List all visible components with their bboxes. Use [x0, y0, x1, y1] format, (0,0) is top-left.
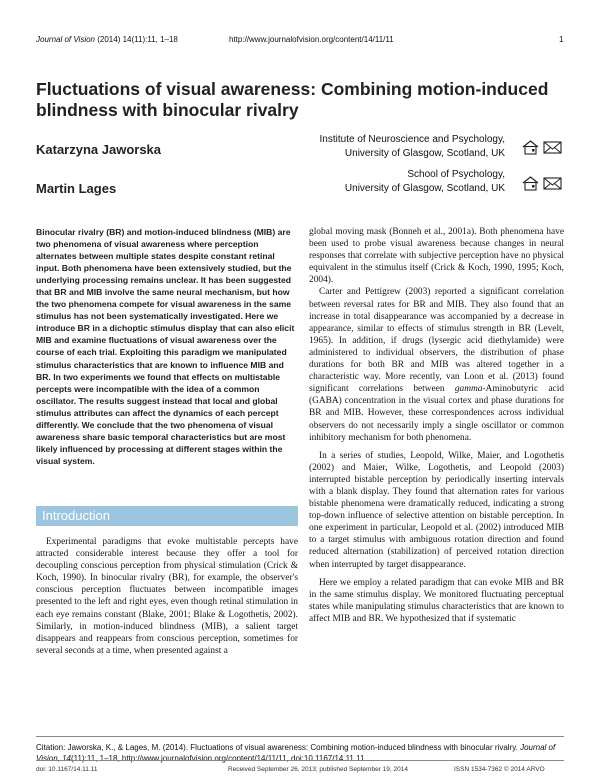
divider	[36, 760, 564, 761]
affiliation-line: University of Glasgow, Scotland, UK	[344, 183, 505, 194]
affiliation-line: University of Glasgow, Scotland, UK	[344, 148, 505, 159]
journal-url[interactable]: http://www.journalofvision.org/content/14/11/11	[229, 35, 394, 44]
body-paragraph: Here we employ a related paradigm that can evoke MIB and BR in the same stimulus display. We monitored fluctuating perceptual states while manipulating stimulus characteristics that are known to affect MIB and BR. We hypothesized that if systematic	[309, 577, 564, 624]
body-paragraph	[309, 286, 564, 443]
mail-icon[interactable]	[543, 140, 562, 155]
intro-paragraph: Experimental paradigms that evoke multistable percepts have attracted considerable interest because they offer a tool for decoupling conscious perception from physical stimulation (Crick & Koch, 1990). In binocular rivalry (BR), for example, the observer's conscious perception fluctuates between incompatible images presented to the left and right eyes, even though retinal stimulation in each eye remains constant (Blake, 2001; Blake & Logothetis, 2002). Similarly, in motion-induced blindness (MIB), a salient target disappears and reappears from conscious perception, sometimes for several seconds at a time, when presented against a	[36, 537, 298, 656]
author-name: Martin Lages	[36, 181, 117, 196]
home-icon[interactable]	[522, 176, 539, 191]
citation-text: Citation: Jaworska, K., & Lages, M. (2014). Fluctuations of visual awareness: Combining motion-induced blindness with binocular rivalry.	[36, 743, 521, 752]
running-header-citation	[36, 35, 178, 44]
footer-doi[interactable]: doi: 10.1167/14.11.11	[36, 766, 98, 773]
italic-term: gamma	[454, 384, 483, 395]
citation-volume: 14	[62, 754, 72, 763]
footer-dates: Received September 26, 2013; published September 19, 2014	[228, 766, 408, 773]
author-affiliation	[240, 133, 505, 161]
abstract	[36, 226, 296, 467]
author-affiliation	[240, 168, 505, 196]
home-icon[interactable]	[522, 140, 539, 155]
citation-text: ,	[57, 754, 63, 763]
abstract-text: Binocular rivalry (BR) and motion-induced blindness (MIB) are two phenomena of visual awareness where perception alternates between multiple states despite constant retinal input. Both phenomena have been extensively studied, but the underlying processing remains unclear. It has been suggested that BR and MIB involve the same neural mechanism, but how the two phenomena compete for visual awareness in the same stimulus has not been systematically investigated. Here we introduce BR in a dichoptic stimulus display that can also elicit MIB and examine fluctuations of visual awareness over the course of each trial. Exploiting this paradigm we manipulated stimulus characteristics that are known to influence MIB and BR. In two experiments we found that effects on multistable percepts were incompatible with the idea of a common oscillator. The results suggest instead that local and global stimulus attributes can affect the dynamics of each percept differently. We conclude that the two phenomena of visual awareness share basic temporal characteristics but are most likely influenced by processing at different stages within the visual system.	[36, 227, 295, 466]
affiliation-line: School of Psychology,	[407, 169, 505, 180]
paragraph-text: Carter and Pettigrew (2003) reported a significant correlation between reversal rates for BR and MIB. They also found that an increase in total disappearance was accompanied by a decrease in appearance, similar to effects of stimulus strength in BR (Levelt, 1965). In addition, if drugs (lysergic acid diethylamide) were administered to individual observers, the distribution of phase durations for both BR and MIB was altered together in a characteristic way. More recently, van Loon et al. (2013) found significant correlations between	[309, 287, 564, 395]
body-paragraph: In a series of studies, Leopold, Wilke, Maier, and Logothetis (2002) and Maier, Wilke, Logothetis, and Leopold (2003) interrupted bistable perception by periodically inserting intervals with a blank display. They found that alternation rates for various bistable phenomena were dramatically reduced, indicating a strong top-down influence of selective attention on bistable perception. In one experiment in particular, Leopold et al. (2002) introduced MIB to a target stimulus with ambiguous rotation direction and found reduced alternation (stabilization) of perceived rotation direction when interrupted by target disappearance.	[309, 450, 564, 570]
right-column	[309, 226, 564, 625]
section-heading: Introduction	[42, 508, 110, 523]
body-paragraph: global moving mask (Bonneh et al., 2001a). Both phenomena have been used to probe visual awareness because changes in neural responses that correlate with subjective perception have no physical equivalent in the stimulus itself (Crick & Koch, 1990, 1995; Koch, 2004).	[309, 227, 564, 286]
article-title: Fluctuations of visual awareness: Combining motion-induced blindness with binocular rivalry	[36, 79, 549, 120]
citation-text: (11):11, 1–18, http://www.journalofvision.org/content/14/11/11, doi:10.1167/14.11.11.	[71, 754, 367, 763]
page-number: 1	[559, 35, 564, 44]
journal-issue: (2014) 14(11):11, 1–18	[97, 35, 178, 44]
author-name: Katarzyna Jaworska	[36, 142, 162, 157]
author-icons	[522, 140, 562, 155]
footer-issn: ISSN 1534-7362 © 2014 ARVO	[454, 766, 545, 773]
paragraph-text: -Aminobutyric acid (GABA) concentration in the visual cortex and phase durations for BR and MIB. However, these correspondences across individual observers do not necessarily imply a single oscillator or common inhibitory mechanism for both phenomena.	[309, 384, 565, 443]
affiliation-line: Institute of Neuroscience and Psychology,	[319, 134, 505, 145]
journal-name: Journal of Vision	[36, 35, 95, 44]
mail-icon[interactable]	[543, 176, 562, 191]
divider	[36, 736, 564, 737]
citation-journal: Journal of Vision	[36, 743, 556, 763]
left-column	[36, 536, 298, 657]
author-icons	[522, 176, 562, 191]
